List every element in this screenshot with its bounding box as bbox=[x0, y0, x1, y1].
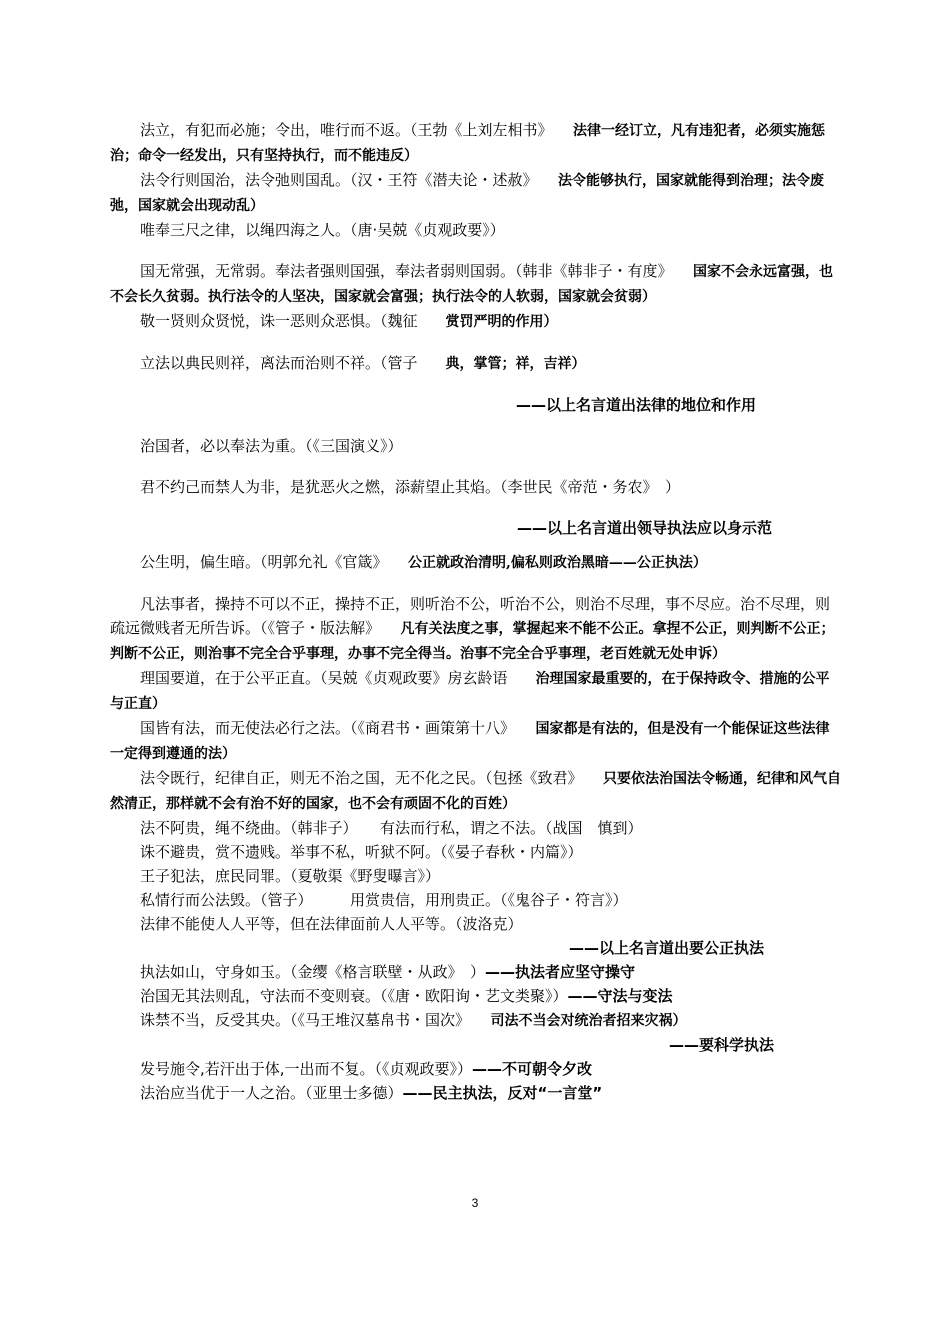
quote-paragraph bbox=[110, 309, 842, 334]
quote-text: 立法以典民则祥，离法而治则不祥。（管子 bbox=[140, 354, 418, 372]
quote-text: 私情行而公法毁。（管子） 用赏贵信，用刑贵正。（《鬼谷子・符言》） bbox=[140, 891, 628, 909]
quote-text: 法立，有犯而必施；令出，唯行而不返。（王勃《上刘左相书》 bbox=[140, 121, 546, 139]
section-summary: ——以上名言道出法律的地位和作用 bbox=[515, 396, 756, 414]
quote-paragraph bbox=[110, 840, 842, 864]
quote-explanation: 法令能够执行，国家就能得到治理；法令废弛，国家就会出现动乱） bbox=[110, 173, 825, 214]
quote-paragraph bbox=[110, 1081, 842, 1105]
quote-paragraph bbox=[110, 351, 842, 376]
quote-explanation: 司法不当会对统治者招来灾祸） bbox=[462, 1013, 687, 1029]
quote-explanation: 凡有关法度之事，掌握起来不能不公正。拿捏不公正，则判断不公正；判断不公正，则治事不完全合乎事理，办事不完全得当。治事不完全合乎事理，老百姓就无处申诉） bbox=[110, 621, 835, 662]
quote-paragraph bbox=[110, 475, 842, 499]
quote-paragraph bbox=[110, 816, 842, 840]
quote-text: 敬一贤则众贤悦，诛一恶则众恶惧。（魏征 bbox=[140, 312, 418, 330]
section-summary: ——以上名言道出要公正执法 bbox=[568, 939, 764, 957]
quote-paragraph bbox=[110, 864, 842, 888]
section-summary: ——以上名言道出领导执法应以身示范 bbox=[516, 519, 772, 537]
quote-text: 国皆有法，而无使法必行之法。（《商君书・画策第十八》 bbox=[140, 719, 508, 737]
quote-paragraph bbox=[110, 888, 842, 912]
quote-text: 公生明，偏生暗。（明郭允礼《官箴》 bbox=[140, 553, 381, 571]
quote-paragraph bbox=[110, 259, 842, 309]
quote-paragraph bbox=[110, 984, 842, 1008]
quote-text: 诛禁不当，反受其央。（《马王堆汉墓帛书・国次》 bbox=[140, 1011, 463, 1029]
quote-text: 执法如山，守身如玉。（金缨《格言联壁・从政》 ） bbox=[140, 963, 486, 981]
quote-note: ——不可朝令夕改 bbox=[472, 1060, 593, 1078]
quote-paragraph bbox=[110, 434, 842, 458]
quote-text: 王子犯法，庶民同罪。（夏敬渠《野叟曝言》） bbox=[140, 867, 441, 885]
quote-text: 君不约己而禁人为非，是犹恶火之燃，添薪望止其焰。（李世民《帝范・务农》 ） bbox=[140, 478, 681, 496]
quote-paragraph bbox=[110, 550, 842, 575]
quote-paragraph bbox=[110, 168, 842, 218]
quote-explanation: 只要依法治国法令畅通，纪律和风气自然清正，那样就不会有治不好的国家，也不会有顽固不化的百姓） bbox=[110, 771, 842, 812]
quote-text: 凡法事者，操持不可以不正，操持不正，则听治不公，听治不公，则治不尽理，事不尽应。治不尽理，则疏远微贱者无所告诉。（《管子・版法解》 bbox=[110, 595, 831, 637]
quote-paragraph bbox=[110, 766, 842, 816]
quote-text: 诛不避贵，赏不遗贱。举事不私，听狱不阿。（《晏子春秋・内篇》） bbox=[140, 843, 583, 861]
quote-note: ——守法与变法 bbox=[567, 987, 673, 1005]
quote-paragraph bbox=[110, 592, 842, 666]
quote-explanation: 赏罚严明的作用） bbox=[417, 314, 558, 330]
quote-paragraph bbox=[110, 666, 842, 716]
quote-text: 法令既行，纪律自正，则无不治之国，无不化之民。（包拯《致君》 bbox=[140, 769, 576, 787]
quote-explanation: 典，掌管；祥，吉祥） bbox=[417, 356, 586, 372]
quote-paragraph bbox=[110, 1008, 842, 1033]
quote-paragraph bbox=[110, 118, 842, 168]
section-summary: ——要科学执法 bbox=[668, 1036, 774, 1054]
quote-text: 理国要道，在于公平正直。（吴兢《贞观政要》房玄龄语 bbox=[140, 669, 508, 687]
quote-explanation: 国家都是有法的，但是没有一个能保证这些法律一定得到遵通的法） bbox=[110, 721, 830, 762]
quote-note: ——执法者应坚守操守 bbox=[485, 963, 636, 981]
quote-explanation: 法律一经订立，凡有违犯者，必须实施惩治；命令一经发出，只有坚持执行，而不能违反） bbox=[110, 123, 826, 164]
quote-explanation: 国家不会永远富强，也不会长久贫弱。执行法令的人坚决，国家就会富强；执行法令的人软弱，国家就会贫弱） bbox=[110, 264, 834, 305]
quote-text: 法治应当优于一人之治。（亚里士多德） bbox=[140, 1084, 403, 1102]
document-body bbox=[110, 118, 842, 1105]
quote-paragraph bbox=[110, 912, 842, 936]
quote-explanation: 治理国家最重要的，在于保持政令、措施的公平与正直） bbox=[110, 671, 830, 712]
quote-text: 法不阿贵，绳不绕曲。（韩非子） 有法而行私，谓之不法。（战国 慎到） bbox=[140, 819, 643, 837]
quote-paragraph bbox=[110, 716, 842, 766]
quote-paragraph bbox=[110, 960, 842, 984]
quote-text: 唯奉三尺之律，以绳四海之人。（唐·吴兢《贞观政要》） bbox=[140, 221, 505, 239]
page-number: 3 bbox=[471, 1196, 479, 1210]
quote-text: 发号施令,若汗出于体,一出而不复。（《贞观政要》） bbox=[140, 1060, 473, 1078]
quote-text: 法令行则国治，法令弛则国乱。（汉・王符《潜夫论・述赦》 bbox=[140, 171, 531, 189]
quote-paragraph bbox=[110, 1057, 842, 1081]
quote-explanation: 公正就政治清明,偏私则政治黑暗——公正执法） bbox=[380, 555, 707, 571]
quote-text: 治国无其法则乱，守法而不变则衰。（《唐・欧阳询・艺文类聚》） bbox=[140, 987, 568, 1005]
quote-text: 治国者，必以奉法为重。（《三国演义》） bbox=[140, 437, 403, 455]
quote-text: 国无常强，无常弱。奉法者强则国强，奉法者弱则国弱。（韩非《韩非子・有度》 bbox=[140, 262, 666, 280]
quote-text: 法律不能使人人平等，但在法律面前人人平等。（波洛克） bbox=[140, 915, 523, 933]
quote-paragraph bbox=[110, 218, 842, 242]
quote-note: ——民主执法，反对“一言堂” bbox=[402, 1084, 603, 1102]
